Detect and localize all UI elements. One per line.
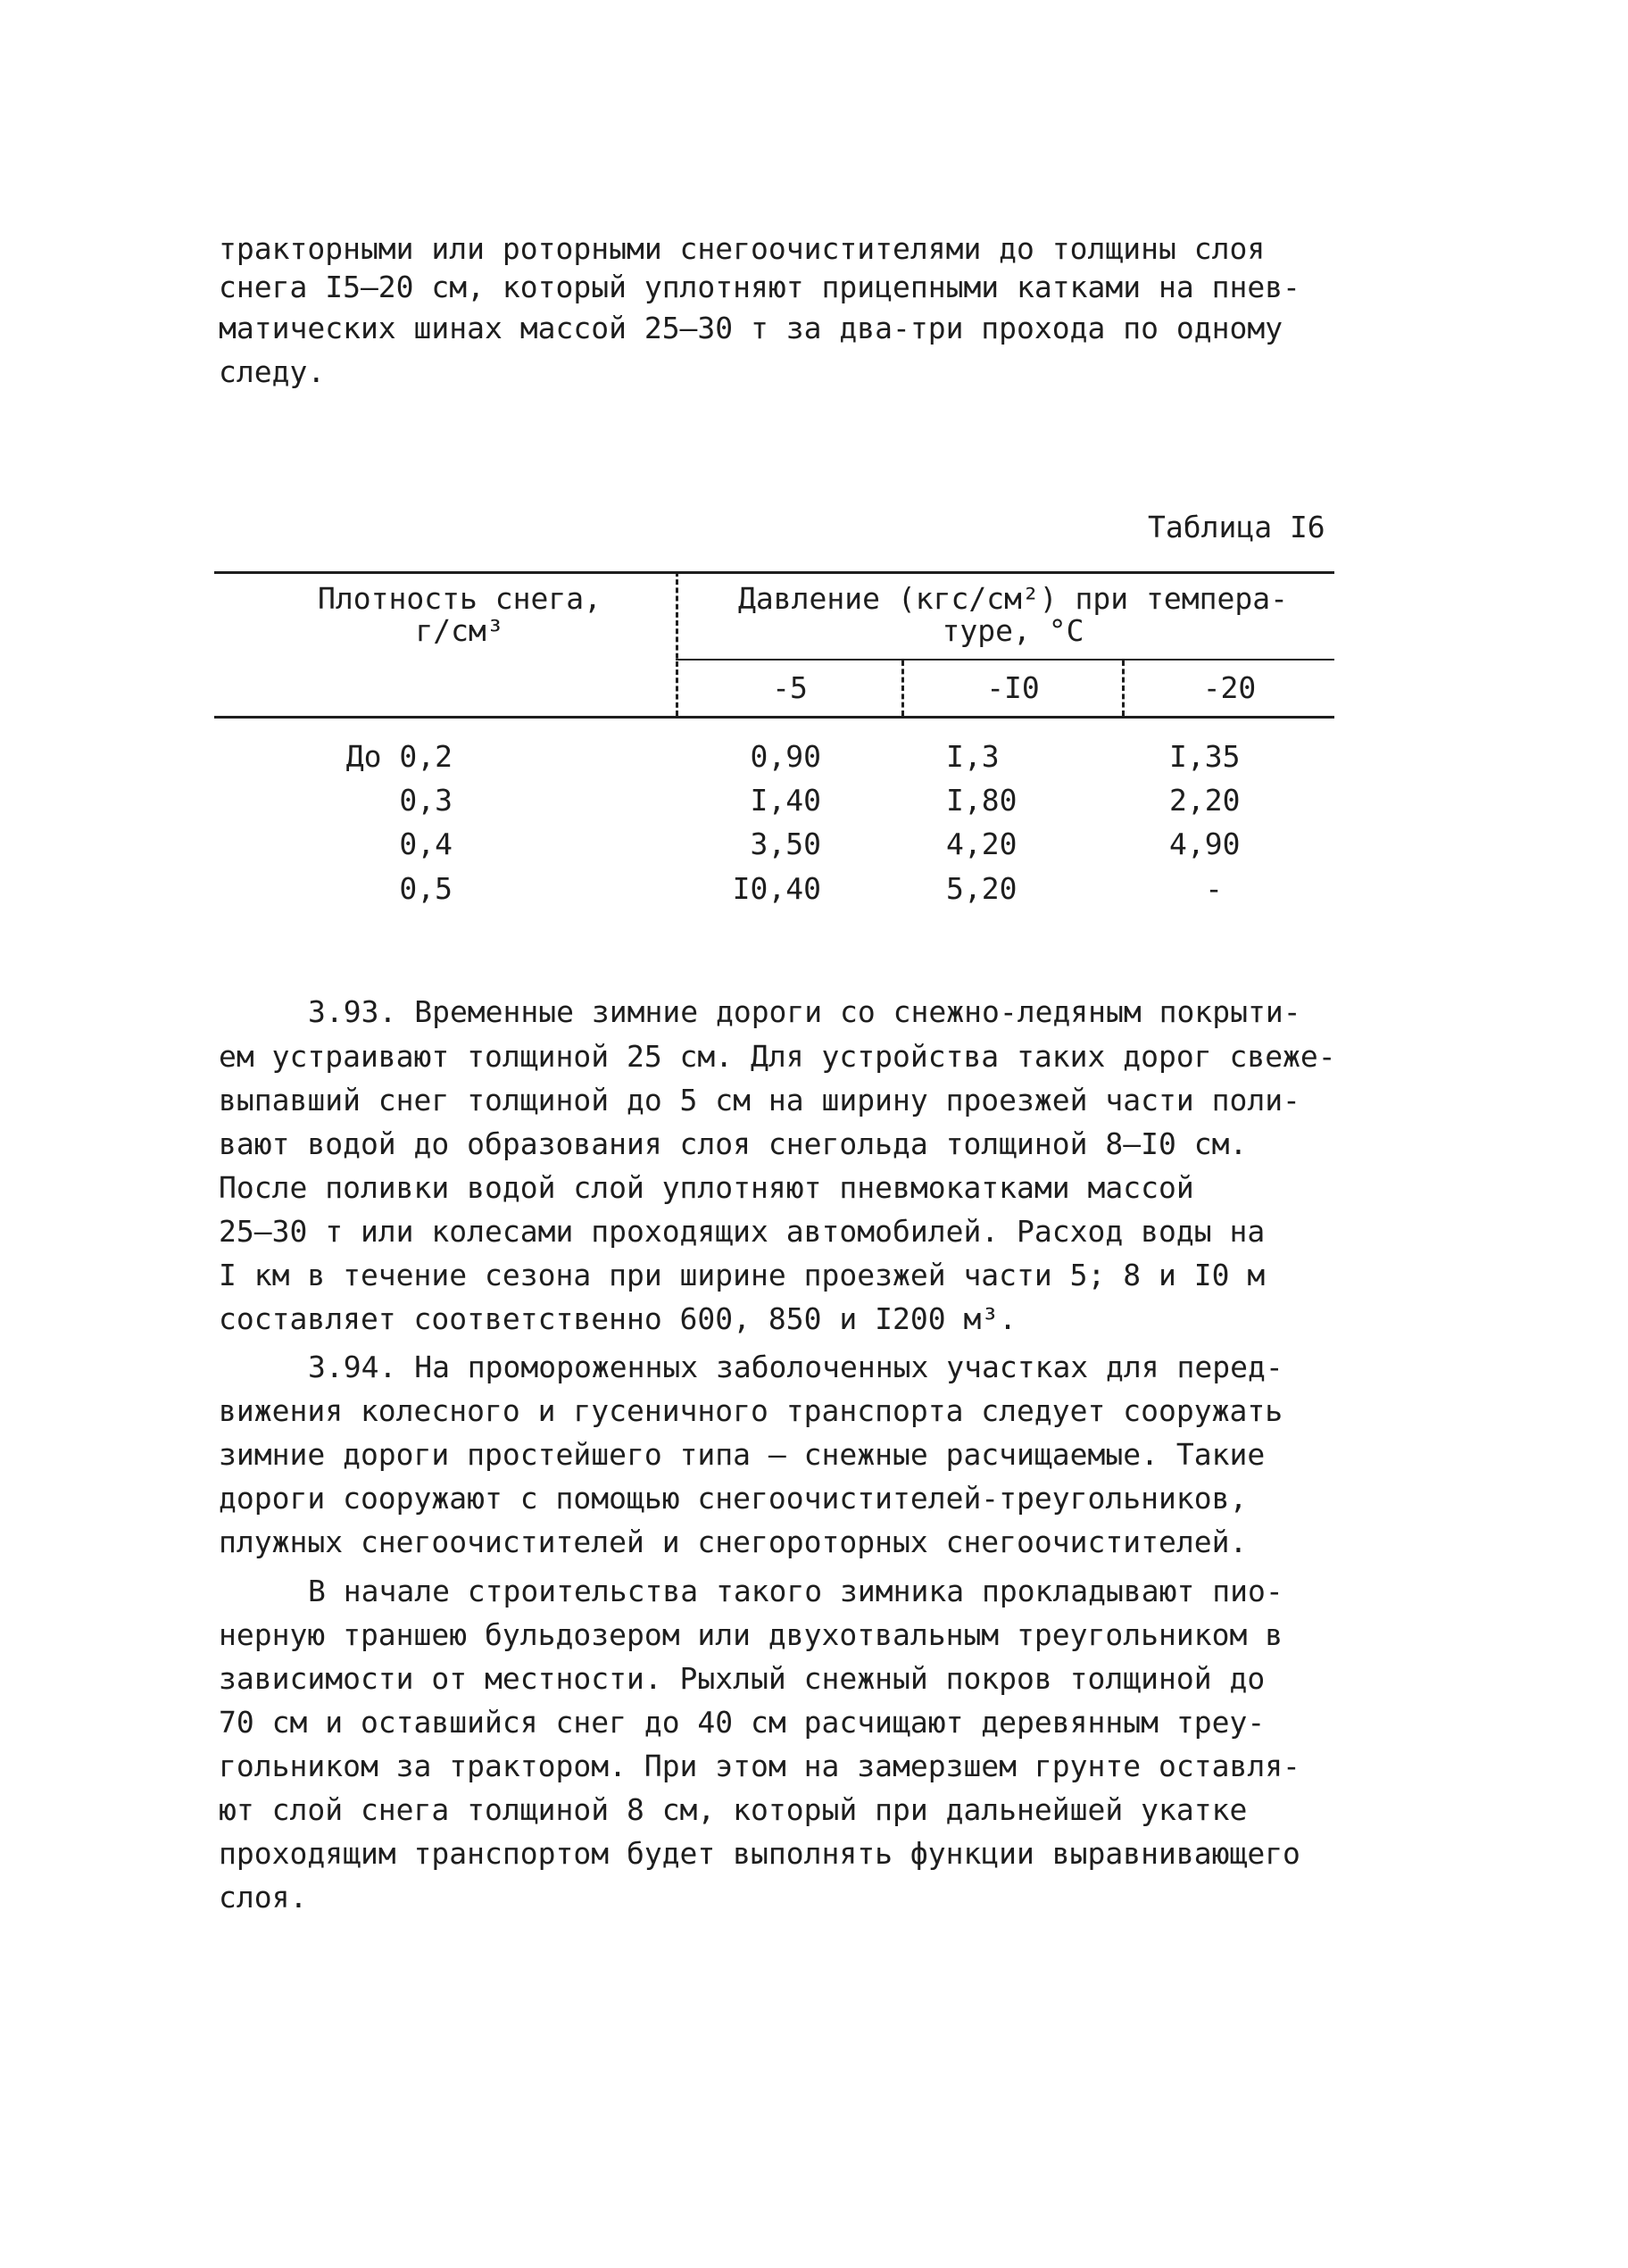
text-line: составляет соответственно 600, 850 и I200 м³. [219, 1301, 1018, 1336]
text-line: После поливки водой слой уплотняют пневмокатками массой [219, 1170, 1194, 1205]
text-line: плужных снегоочистителей и снегороторных снегоочистителей. [219, 1524, 1248, 1559]
text-line: вижения колесного и гусеничного транспорта следует сооружать [219, 1393, 1283, 1428]
cell-value: I,80 [946, 783, 1018, 818]
header-temp-minus20: -20 [1202, 670, 1257, 705]
text-line: гольником за трактором. При этом на замерзшем грунте оставля- [219, 1749, 1300, 1783]
text-line: В начале строительства такого зимника прокладывают пио- [308, 1574, 1283, 1608]
text-line: нерную траншею бульдозером или двухотвальным треугольником в [219, 1617, 1283, 1652]
cell-density: До 0,2 [345, 739, 453, 774]
cell-value: - [1205, 871, 1223, 906]
text-line: 3.94. На промороженных заболоченных участках для перед- [308, 1350, 1283, 1384]
table-header-divider [676, 659, 1334, 660]
cell-density: 0,5 [399, 871, 453, 906]
cell-value: 4,90 [1169, 827, 1241, 861]
text-line: 70 см и оставшийся снег до 40 см расчищают деревянным треу- [219, 1705, 1266, 1740]
text-line: снега I5–20 см, который уплотняют прицепными катками на пнев- [219, 270, 1300, 304]
header-temp-minus10: -I0 [986, 670, 1040, 705]
table-top-rule [214, 571, 1334, 574]
text-line: ем устраивают толщиной 25 см. Для устройства таких дорог свеже- [219, 1039, 1336, 1074]
table-title: Таблица I6 [1148, 510, 1325, 544]
cell-value: I,35 [1169, 739, 1241, 774]
text-line: зависимости от местности. Рыхлый снежный покров толщиной до [219, 1661, 1266, 1696]
header-pressure-unit: туре, °С [942, 613, 1084, 648]
cell-density: 0,3 [399, 783, 453, 818]
cell-density: 0,4 [399, 827, 453, 861]
text-line: 3.93. Временные зимние дороги со снежно-ледяным покрыти- [308, 994, 1301, 1029]
cell-value: I,40 [750, 783, 821, 818]
cell-value: 4,20 [946, 827, 1018, 861]
text-line: зимние дороги простейшего типа – снежные расчищаемые. Такие [219, 1437, 1266, 1472]
text-line: выпавший снег толщиной до 5 см на ширину проезжей части поли- [219, 1083, 1300, 1117]
text-line: I км в течение сезона при ширине проезжей части 5; 8 и I0 м [219, 1258, 1266, 1292]
text-line: проходящим транспортом будет выполнять функции выравнивающего [219, 1836, 1300, 1871]
text-line: 25–30 т или колесами проходящих автомобилей. Расход воды на [219, 1214, 1266, 1249]
header-pressure-label: Давление (кгс/см²) при темпера- [738, 581, 1288, 616]
text-line: ют слой снега толщиной 8 см, который при дальнейшей укатке [219, 1792, 1248, 1827]
header-density-unit: г/см³ [415, 613, 504, 648]
text-line: вают водой до образования слоя снегольда толщиной 8–I0 см. [219, 1126, 1248, 1161]
cell-value: I0,40 [732, 871, 821, 906]
table-header-bottom-rule [214, 716, 1334, 719]
header-temp-minus5: -5 [772, 670, 808, 705]
cell-value: 2,20 [1169, 783, 1241, 818]
text-line: тракторными или роторными снегоочистителями до толщины слоя [219, 231, 1266, 266]
cell-value: 0,90 [750, 739, 821, 774]
header-density-label: Плотность снега, [318, 581, 602, 616]
text-line: следу. [219, 354, 326, 389]
text-line: дороги сооружают с помощью снегоочистителей-треугольников, [219, 1481, 1248, 1516]
cell-value: 3,50 [750, 827, 821, 861]
cell-value: 5,20 [946, 871, 1018, 906]
cell-value: I,3 [946, 739, 1000, 774]
text-line: слоя. [219, 1880, 308, 1915]
text-line: матических шинах массой 25–30 т за два-три прохода по одному [219, 311, 1283, 345]
